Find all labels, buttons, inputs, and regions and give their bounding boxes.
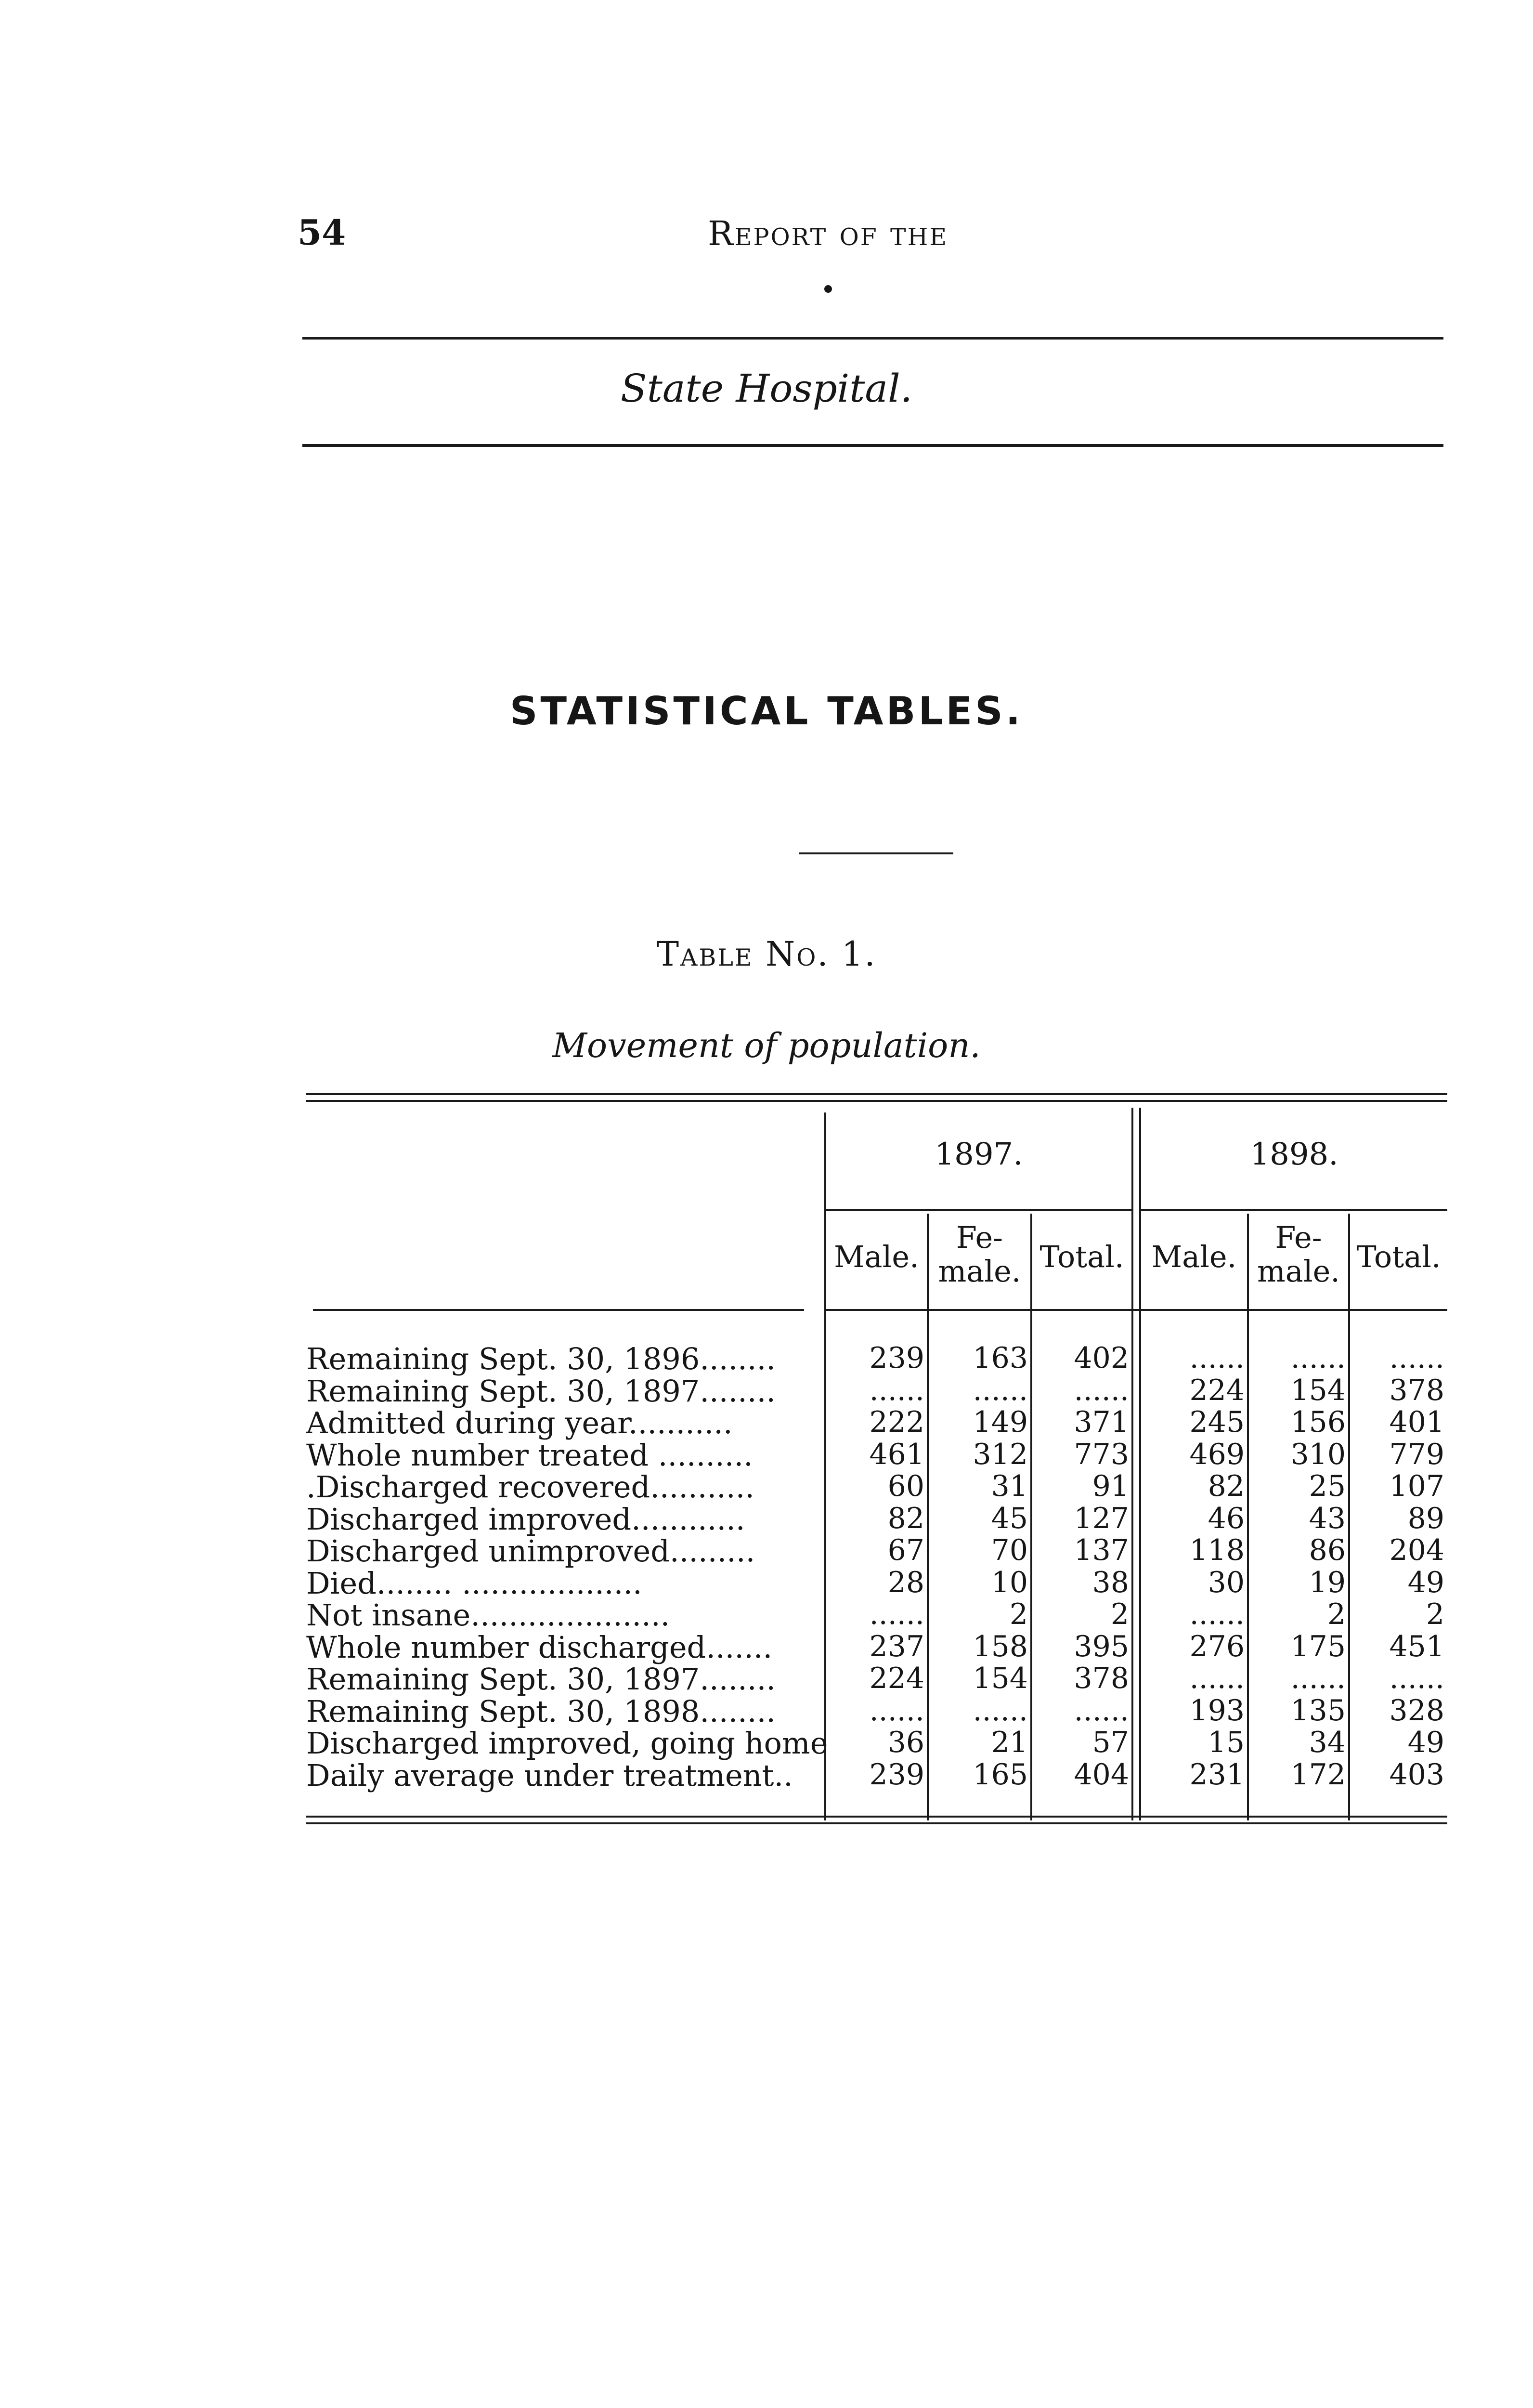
table-cell: ...... — [1290, 1662, 1346, 1695]
table-cell: 10 — [991, 1565, 1028, 1599]
section-title: State Hospital. — [620, 366, 913, 411]
row-label: Remaining Sept. 30, 1897........ — [306, 1373, 776, 1409]
table-cell: ...... — [1189, 1341, 1245, 1375]
table-cell: ...... — [1189, 1597, 1245, 1631]
table-cell: 158 — [973, 1629, 1028, 1663]
table-cell: 2 — [1426, 1597, 1444, 1631]
table-cell: 163 — [973, 1341, 1028, 1375]
table-cell: ...... — [869, 1597, 924, 1631]
table-cell: 404 — [1074, 1757, 1129, 1792]
row-label: Discharged unimproved......... — [306, 1533, 755, 1569]
table-cell: 451 — [1389, 1629, 1444, 1663]
col-header-1897-total: Total. — [1039, 1239, 1124, 1274]
table-cell: 107 — [1389, 1469, 1444, 1503]
year-header-1897: 1897. — [935, 1137, 1023, 1172]
year-header-1898: 1898. — [1250, 1137, 1338, 1172]
col-rule-stub — [824, 1112, 826, 1820]
table-cell: 19 — [1309, 1565, 1346, 1599]
row-label: Remaining Sept. 30, 1897........ — [306, 1662, 776, 1697]
table-cell: 237 — [869, 1629, 924, 1663]
table-cell: 371 — [1074, 1405, 1129, 1439]
col-rule-1897-female — [927, 1214, 929, 1820]
page-number: 54 — [298, 212, 346, 253]
row-label: Died........ ................... — [306, 1565, 642, 1601]
table-cell: 469 — [1189, 1437, 1245, 1471]
table-cell: 773 — [1074, 1437, 1129, 1471]
table-cell: 165 — [973, 1757, 1028, 1792]
table-cell: ...... — [973, 1693, 1028, 1727]
table-bottom-double-rule-1 — [306, 1816, 1447, 1818]
table-cell: 36 — [887, 1726, 924, 1759]
table-cell: 172 — [1290, 1757, 1346, 1792]
row-label: Not insane..................... — [306, 1597, 670, 1633]
col-header-1897-male: Male. — [834, 1239, 919, 1274]
header-bottom-rule-cols — [826, 1309, 1447, 1311]
table-cell: 378 — [1389, 1373, 1444, 1407]
table-cell: 402 — [1074, 1341, 1129, 1375]
col-header-1898-female — [1249, 1221, 1348, 1288]
table-cell: 118 — [1189, 1533, 1245, 1567]
table-cell: 91 — [1092, 1469, 1129, 1503]
table-cell: 49 — [1407, 1726, 1444, 1759]
table-cell: 86 — [1309, 1533, 1346, 1567]
table-cell: ...... — [869, 1693, 924, 1727]
table-cell: 276 — [1189, 1629, 1245, 1663]
table-cell: 30 — [1208, 1565, 1245, 1599]
table-cell: 193 — [1189, 1693, 1245, 1727]
table-cell: 31 — [991, 1469, 1028, 1503]
col-header-1898-female-line1: Fe- — [1275, 1220, 1322, 1255]
table-caption: Movement of population. — [552, 1026, 981, 1065]
table-cell: ...... — [1290, 1341, 1346, 1375]
table-cell: 45 — [991, 1501, 1028, 1535]
table-cell: 2 — [1327, 1597, 1346, 1631]
table-cell: 21 — [991, 1726, 1028, 1759]
table-cell: 60 — [887, 1469, 924, 1503]
table-cell: 231 — [1189, 1757, 1245, 1792]
col-header-1898-female-line2: male. — [1257, 1254, 1340, 1289]
table-cell: 89 — [1407, 1501, 1444, 1535]
table-cell: 154 — [973, 1662, 1028, 1695]
table-cell: 49 — [1407, 1565, 1444, 1599]
table-cell: 154 — [1290, 1373, 1346, 1407]
header-bottom-rule-stub — [313, 1309, 804, 1311]
col-rule-1898-female — [1247, 1214, 1249, 1820]
table-cell: 149 — [973, 1405, 1028, 1439]
table-cell: ...... — [973, 1373, 1028, 1407]
table-cell: 395 — [1074, 1629, 1129, 1663]
table-cell: 57 — [1092, 1726, 1129, 1759]
table-cell: 156 — [1290, 1405, 1346, 1439]
table-bottom-double-rule-2 — [306, 1822, 1447, 1824]
col-header-1897-female-line1: Fe- — [956, 1220, 1003, 1255]
table-cell: ...... — [869, 1373, 924, 1407]
table-cell: ...... — [1389, 1662, 1444, 1695]
table-cell: 224 — [869, 1662, 924, 1695]
table-number: Table No. 1. — [656, 934, 877, 974]
short-rule — [799, 852, 953, 854]
table-cell: 245 — [1189, 1405, 1245, 1439]
row-label: Discharged improved, going home — [306, 1726, 828, 1761]
table-cell: 239 — [869, 1757, 924, 1792]
table-cell: 135 — [1290, 1693, 1346, 1727]
table-cell: 312 — [973, 1437, 1028, 1471]
header-rule-top — [302, 337, 1443, 340]
running-head: Report of the — [708, 214, 948, 253]
row-label: Whole number discharged....... — [306, 1629, 773, 1665]
col-header-1898-total: Total. — [1356, 1239, 1441, 1274]
table-cell: 137 — [1074, 1533, 1129, 1567]
header-rule-bottom — [302, 444, 1443, 447]
table-cell: ...... — [1074, 1373, 1129, 1407]
year-underline-1897 — [826, 1209, 1131, 1211]
table-cell: 67 — [887, 1533, 924, 1567]
table-cell: ...... — [1389, 1341, 1444, 1375]
table-cell: 204 — [1389, 1533, 1444, 1567]
table-cell: 2 — [1110, 1597, 1129, 1631]
table-cell: 70 — [991, 1533, 1028, 1567]
row-label: Discharged improved............ — [306, 1501, 745, 1537]
row-label: Remaining Sept. 30, 1896........ — [306, 1341, 776, 1376]
table-cell: 127 — [1074, 1501, 1129, 1535]
col-rule-year-divider-1 — [1131, 1108, 1133, 1820]
table-cell: 328 — [1389, 1693, 1444, 1727]
table-cell: 43 — [1309, 1501, 1346, 1535]
table-cell: 239 — [869, 1341, 924, 1375]
table-cell: 82 — [1208, 1469, 1245, 1503]
table-cell: 779 — [1389, 1437, 1444, 1471]
col-rule-year-divider-2 — [1139, 1108, 1141, 1820]
table-cell: 222 — [869, 1405, 924, 1439]
table-cell: 175 — [1290, 1629, 1346, 1663]
table-cell: 224 — [1189, 1373, 1245, 1407]
table-cell: 28 — [887, 1565, 924, 1599]
table-cell: ...... — [1189, 1662, 1245, 1695]
col-header-1897-female-line2: male. — [938, 1254, 1021, 1289]
col-header-1897-female — [929, 1221, 1030, 1288]
row-label: Remaining Sept. 30, 1898........ — [306, 1693, 776, 1729]
table-top-double-rule-2 — [306, 1100, 1447, 1102]
main-heading: STATISTICAL TABLES. — [509, 689, 1024, 733]
row-label: .Discharged recovered........... — [306, 1469, 754, 1505]
year-underline-1898 — [1141, 1209, 1447, 1211]
table-cell: 401 — [1389, 1405, 1444, 1439]
table-cell: 310 — [1290, 1437, 1346, 1471]
table-cell: 378 — [1074, 1662, 1129, 1695]
table-top-double-rule-1 — [306, 1093, 1447, 1095]
row-label: Admitted during year........... — [306, 1405, 733, 1440]
table-cell: 46 — [1208, 1501, 1245, 1535]
table-cell: 461 — [869, 1437, 924, 1471]
table-cell: 15 — [1208, 1726, 1245, 1759]
table-cell: ...... — [1074, 1693, 1129, 1727]
table-cell: 403 — [1389, 1757, 1444, 1792]
col-header-1898-male: Male. — [1151, 1239, 1237, 1274]
table-cell: 82 — [887, 1501, 924, 1535]
row-label: Daily average under treatment.. — [306, 1757, 793, 1793]
table-cell: 38 — [1092, 1565, 1129, 1599]
ornament-dot — [824, 285, 832, 293]
row-label: Whole number treated .......... — [306, 1437, 753, 1473]
table-cell: 34 — [1309, 1726, 1346, 1759]
table-cell: 2 — [1009, 1597, 1028, 1631]
table-cell: 25 — [1309, 1469, 1346, 1503]
col-rule-1898-total — [1348, 1214, 1350, 1820]
col-rule-1897-total — [1030, 1214, 1032, 1820]
